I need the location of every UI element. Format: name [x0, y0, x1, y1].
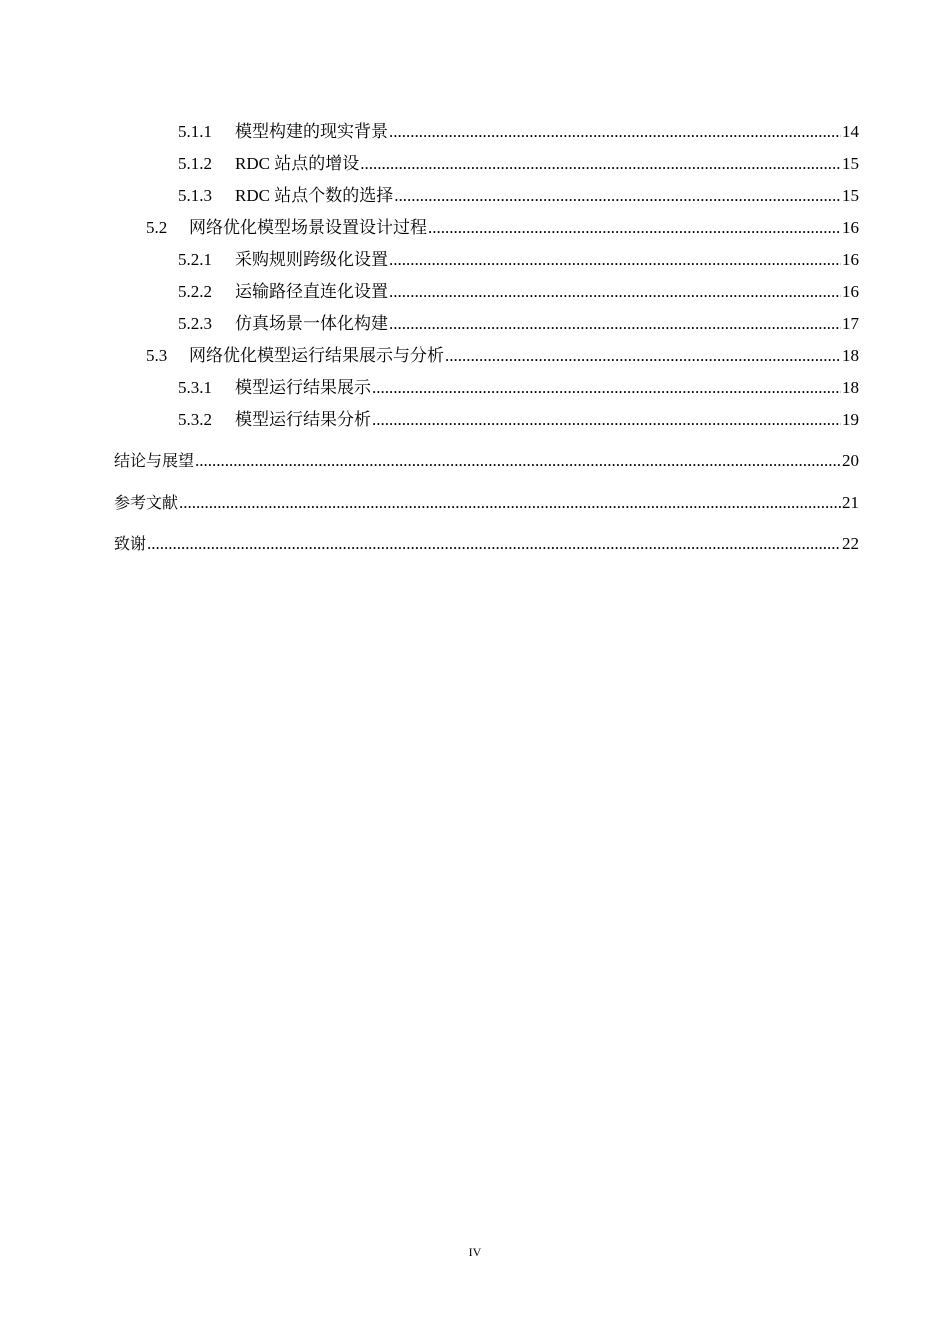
toc-entry[interactable] — [114, 450, 859, 472]
toc-leader-dots — [389, 313, 841, 335]
toc-entry-page: 16 — [842, 218, 859, 237]
toc-entry-number: 5.2.1 — [178, 250, 212, 269]
toc-entry-number: 5.1.2 — [178, 154, 212, 173]
toc-entry-page: 14 — [842, 122, 859, 141]
toc-leader-dots — [389, 281, 841, 303]
toc-entry-page: 15 — [842, 154, 859, 173]
toc-entry[interactable] — [114, 492, 859, 514]
toc-entry-number: 5.1.3 — [178, 186, 212, 205]
toc-leader-dots — [147, 533, 841, 555]
toc-entry[interactable] — [178, 121, 859, 143]
toc-entry-number: 5.1.1 — [178, 122, 212, 141]
toc-leader-dots — [445, 345, 841, 367]
toc-entry-title: 仿真场景一体化构建 — [235, 314, 388, 333]
toc-leader-dots — [179, 492, 841, 514]
toc-entry-number: 5.2 — [146, 218, 168, 237]
toc-entry-title: RDC 站点个数的选择 — [235, 186, 394, 205]
toc-leader-dots — [372, 409, 841, 431]
toc-entry-title: 模型运行结果展示 — [235, 378, 371, 397]
toc-entry[interactable] — [178, 185, 859, 207]
toc-entry[interactable] — [146, 217, 859, 239]
toc-entry-number: 5.3.1 — [178, 378, 212, 397]
toc-entry-title: 结论与展望 — [114, 451, 195, 470]
toc-leader-dots — [394, 185, 841, 207]
toc-entry-title: 参考文献 — [114, 493, 179, 512]
toc-entry-title: 运输路径直连化设置 — [235, 282, 388, 301]
toc-entry[interactable] — [178, 153, 859, 175]
toc-entry-page: 18 — [842, 378, 859, 397]
toc-entry-title: 网络优化模型运行结果展示与分析 — [189, 346, 444, 365]
toc-entry-page: 19 — [842, 410, 859, 429]
toc-leader-dots — [389, 249, 841, 271]
toc-leader-dots — [428, 217, 841, 239]
toc-entry-page: 21 — [842, 493, 859, 512]
toc-entry[interactable] — [178, 313, 859, 335]
toc-entry-number: 5.2.3 — [178, 314, 212, 333]
toc-entry-page: 18 — [842, 346, 859, 365]
toc-entry-page: 15 — [842, 186, 859, 205]
toc-entry[interactable] — [178, 377, 859, 399]
toc-entry-page: 20 — [842, 451, 859, 470]
toc-entry-page: 17 — [842, 314, 859, 333]
toc-entry-title: 模型构建的现实背景 — [235, 122, 388, 141]
toc-entry-title: 网络优化模型场景设置设计过程 — [189, 218, 427, 237]
toc-entry[interactable] — [178, 281, 859, 303]
toc-entry[interactable] — [146, 345, 859, 367]
toc-entry-title: 采购规则跨级化设置 — [235, 250, 388, 269]
toc-leader-dots — [195, 450, 841, 472]
toc-entry[interactable] — [178, 409, 859, 431]
toc-entry-page: 22 — [842, 534, 859, 553]
toc-entry-title: 模型运行结果分析 — [235, 410, 371, 429]
toc-entry-number: 5.3 — [146, 346, 168, 365]
toc-entry-number: 5.2.2 — [178, 282, 212, 301]
footer-page-number: IV — [468, 1245, 482, 1259]
toc-leader-dots — [360, 153, 841, 175]
toc-entry[interactable] — [178, 249, 859, 271]
toc-leader-dots — [389, 121, 841, 143]
toc-leader-dots — [372, 377, 841, 399]
toc-entry-number: 5.3.2 — [178, 410, 212, 429]
toc-entry-page: 16 — [842, 282, 859, 301]
toc-entry-page: 16 — [842, 250, 859, 269]
toc-entry-title: RDC 站点的增设 — [235, 154, 360, 173]
toc-entry-title: 致谢 — [114, 534, 147, 553]
toc-entry[interactable] — [114, 533, 859, 555]
